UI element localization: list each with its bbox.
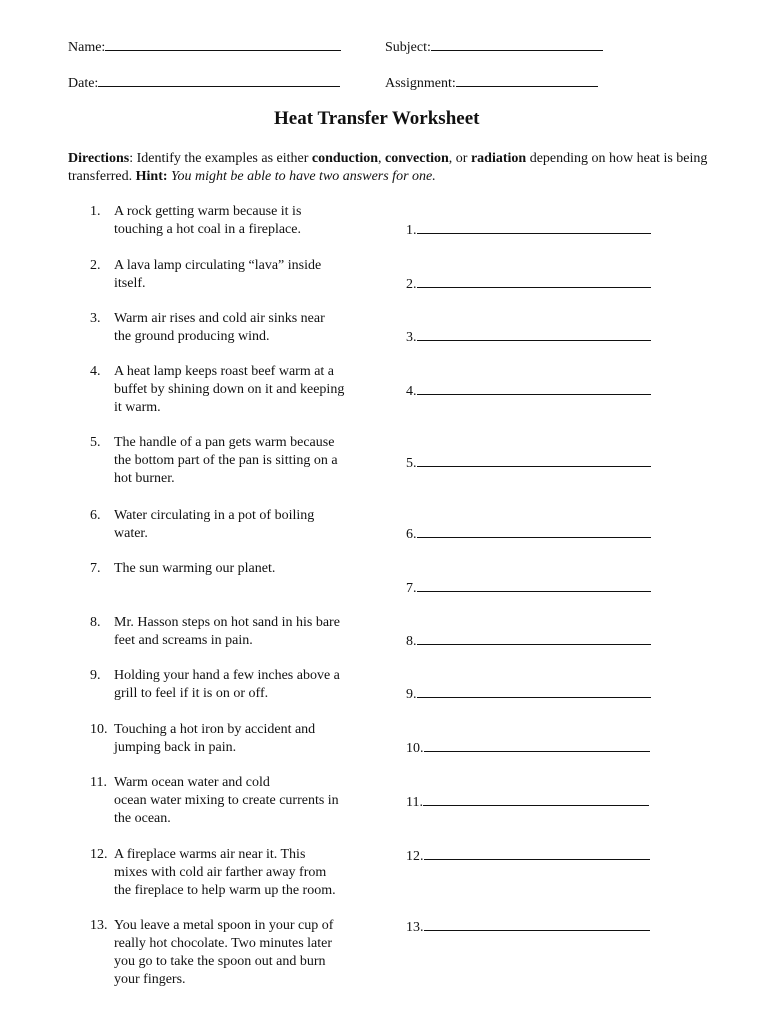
answer-line[interactable]	[417, 453, 651, 467]
question-number: 5.	[90, 435, 101, 450]
term-convection: convection	[385, 151, 449, 166]
date-label: Date:	[68, 76, 99, 91]
answer-label: 12.	[406, 849, 424, 864]
subject-label: Subject:	[385, 40, 431, 55]
answer-blank[interactable]	[406, 684, 651, 703]
question-text: A fireplace warms air near it. This mixes with cold air farther away from the fireplace to help warm up the room.	[114, 847, 336, 898]
question-text: You leave a metal spoon in your cup of really hot chocolate. Two minutes later you go to take the spoon out and burn your fingers.	[114, 918, 334, 987]
answer-label: 3.	[406, 330, 417, 345]
answer-line[interactable]	[417, 381, 651, 395]
answer-blank[interactable]	[406, 524, 651, 543]
answer-line[interactable]	[417, 274, 651, 288]
answer-label: 1.	[406, 223, 417, 238]
question-text: Touching a hot iron by accident and jumping back in pain.	[114, 722, 316, 755]
assignment-label: Assignment:	[385, 76, 456, 91]
answer-label: 6.	[406, 527, 417, 542]
answer-label: 4.	[406, 384, 417, 399]
directions	[68, 150, 728, 186]
directions-sep-1: ,	[378, 151, 386, 166]
question-number: 4.	[90, 364, 101, 379]
directions-label: Directions	[68, 151, 130, 166]
question-text: A lava lamp circulating “lava” inside itself.	[114, 258, 322, 291]
answer-blank[interactable]	[406, 846, 650, 865]
hint-label: Hint:	[135, 169, 168, 184]
answer-label: 2.	[406, 277, 417, 292]
date-line[interactable]	[98, 72, 340, 87]
hint-text: You might be able to have two answers for one.	[167, 169, 436, 184]
term-radiation: radiation	[470, 151, 527, 166]
answer-label: 5.	[406, 456, 417, 471]
answer-blank[interactable]	[406, 453, 651, 472]
question-text: Mr. Hasson steps on hot sand in his bare feet and screams in pain.	[114, 615, 340, 648]
question-text: A rock getting warm because it is touching a hot coal in a fireplace.	[114, 204, 302, 237]
question-text: The handle of a pan gets warm because the bottom part of the pan is sitting on a hot burner.	[114, 435, 338, 486]
question-text: Warm air rises and cold air sinks near the ground producing wind.	[114, 311, 325, 344]
question-number: 3.	[90, 311, 101, 326]
directions-text-1: : Identify the examples as either	[129, 151, 312, 166]
answer-blank[interactable]	[406, 274, 651, 293]
question-number: 6.	[90, 508, 101, 523]
directions-sep-2: , or	[448, 151, 471, 166]
answer-label: 9.	[406, 687, 417, 702]
subject-field[interactable]	[385, 36, 603, 56]
question-number: 10.	[90, 722, 108, 737]
answer-line[interactable]	[424, 738, 650, 752]
question-number: 2.	[90, 258, 101, 273]
question-text: The sun warming our planet.	[114, 561, 276, 576]
question-text: Warm ocean water and cold ocean water mixing to create currents in the ocean.	[114, 775, 339, 826]
answer-label: 11.	[406, 795, 423, 810]
answer-blank[interactable]	[406, 792, 649, 811]
answer-blank[interactable]	[406, 327, 651, 346]
answer-blank[interactable]	[406, 220, 651, 239]
question-number: 9.	[90, 668, 101, 683]
answer-blank[interactable]	[406, 738, 650, 757]
date-field[interactable]	[68, 72, 340, 92]
answer-blank[interactable]	[406, 631, 651, 650]
answer-line[interactable]	[423, 792, 649, 806]
name-label: Name:	[68, 40, 106, 55]
answer-line[interactable]	[417, 220, 651, 234]
assignment-field[interactable]	[385, 72, 598, 92]
answer-line[interactable]	[424, 846, 650, 860]
answer-label: 7.	[406, 581, 417, 596]
answer-blank[interactable]	[406, 381, 651, 400]
answer-line[interactable]	[417, 524, 651, 538]
answer-line[interactable]	[424, 917, 650, 931]
question-number: 7.	[90, 561, 101, 576]
answer-blank[interactable]	[406, 917, 650, 936]
question-number: 8.	[90, 615, 101, 630]
answer-label: 10.	[406, 741, 424, 756]
answer-label: 13.	[406, 920, 424, 935]
subject-line[interactable]	[431, 36, 603, 51]
answer-line[interactable]	[417, 578, 651, 592]
page-title: Heat Transfer Worksheet	[274, 108, 480, 129]
assignment-line[interactable]	[456, 72, 598, 87]
answer-line[interactable]	[417, 327, 651, 341]
question-number: 12.	[90, 847, 108, 862]
question-text: Holding your hand a few inches above a grill to feel if it is on or off.	[114, 668, 340, 701]
answer-blank[interactable]	[406, 578, 651, 597]
term-conduction: conduction	[311, 151, 379, 166]
answer-line[interactable]	[417, 684, 651, 698]
question-number: 11.	[90, 775, 107, 790]
answer-label: 8.	[406, 634, 417, 649]
name-line[interactable]	[105, 36, 341, 51]
name-field[interactable]	[68, 36, 341, 56]
directions-text-2: depending on how heat is being transferred.	[68, 151, 708, 184]
answer-line[interactable]	[417, 631, 651, 645]
question-number: 13.	[90, 918, 108, 933]
question-text: Water circulating in a pot of boiling water.	[114, 508, 315, 541]
question-text: A heat lamp keeps roast beef warm at a buffet by shining down on it and keeping it warm.	[114, 364, 345, 415]
question-number: 1.	[90, 204, 101, 219]
